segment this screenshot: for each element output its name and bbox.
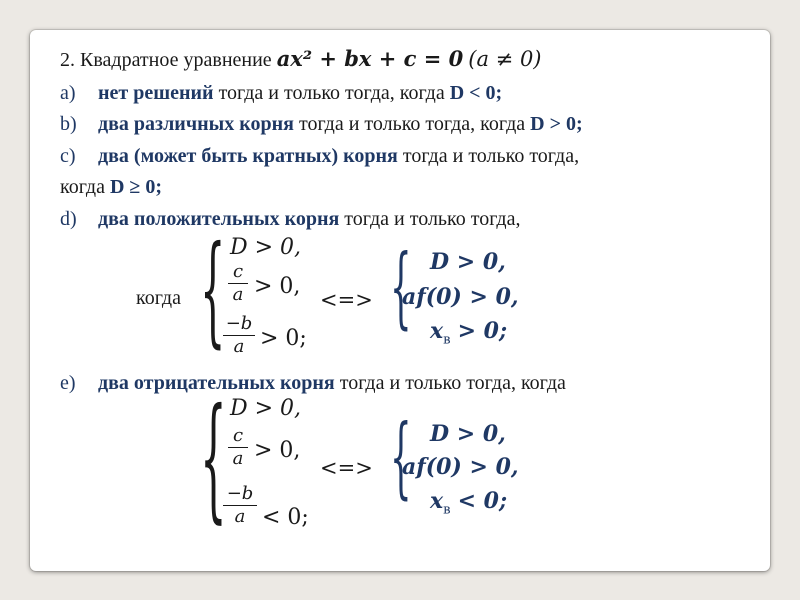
system-d-left-row3-rel: > 0; — [260, 326, 307, 351]
item-c-marker: c) — [60, 145, 76, 167]
item-c-cont — [60, 177, 162, 197]
item-c-rest: тогда и только тогда, — [402, 145, 580, 167]
item-b-rest: тогда и только тогда, когда — [298, 113, 526, 135]
item-a-bold: нет решений — [98, 82, 214, 104]
item-e — [98, 373, 566, 393]
system-e-left-row3-rel: < 0; — [262, 505, 309, 530]
item-a-rest: тогда и только тогда, когда — [218, 82, 445, 104]
system-e-right-brace: { — [390, 406, 412, 511]
system-d-left-row1: D > 0, — [230, 235, 302, 260]
item-d-bold: два положительных корня — [98, 208, 340, 230]
system-e-equiv: <=> — [320, 456, 373, 480]
item-d-rest: тогда и только тогда, — [344, 208, 521, 230]
title-condition: (a ≠ 0) — [468, 47, 542, 71]
item-a — [98, 83, 502, 103]
item-b-cond: D > 0; — [530, 113, 583, 135]
item-d — [98, 209, 521, 229]
item-a-marker: a) — [60, 82, 76, 104]
system-d-left-row2-rel: > 0, — [254, 274, 301, 299]
system-d-left-brace: { — [200, 223, 226, 361]
system-e-left-row2-rel: > 0, — [254, 438, 301, 463]
title-equation: ax² + bx + c = 0 — [276, 46, 464, 71]
slide-title — [60, 48, 542, 70]
system-d-right-row2: af(0) > 0, — [402, 284, 519, 310]
item-b — [98, 114, 583, 134]
system-e-left-brace: { — [200, 379, 227, 536]
system-d-equiv: <=> — [320, 288, 373, 312]
item-c-cont-word: когда — [60, 176, 105, 198]
system-e-left-row2-frac: c a — [228, 426, 248, 469]
title-prefix: 2. Квадратное уравнение — [60, 49, 272, 71]
item-e-rest: тогда и только тогда, когда — [339, 372, 566, 394]
item-e-bold: два отрицательных корня — [98, 372, 335, 394]
system-d-right-row1: D > 0, — [430, 249, 506, 275]
system-e-right-row1: D > 0, — [430, 421, 506, 447]
slide — [30, 30, 770, 571]
system-d-right-row3: $x_в > 0$; — [430, 318, 508, 348]
item-a-cond: D < 0; — [449, 82, 503, 104]
item-c-bold: два (может быть кратных) корня — [98, 145, 398, 167]
item-c-cond: D ≥ 0; — [109, 176, 163, 198]
item-b-bold: два различных корня — [98, 113, 294, 135]
system-e-right-row3: $x_в < 0$; — [430, 488, 508, 518]
system-d-when: когда — [136, 287, 181, 309]
item-b-marker: b) — [60, 113, 77, 135]
item-e-marker: e) — [60, 372, 76, 394]
system-e-left-row1: D > 0, — [230, 396, 302, 421]
system-d-right-brace: { — [390, 236, 412, 341]
system-e-right-row2: af(0) > 0, — [402, 454, 519, 480]
item-d-marker: d) — [60, 208, 77, 230]
system-e-left-row3-frac: −b a — [223, 484, 257, 527]
item-c — [98, 146, 579, 166]
system-d-left-row2-frac: c a — [228, 262, 248, 305]
system-d-left-row3-frac: −b a — [223, 314, 255, 357]
